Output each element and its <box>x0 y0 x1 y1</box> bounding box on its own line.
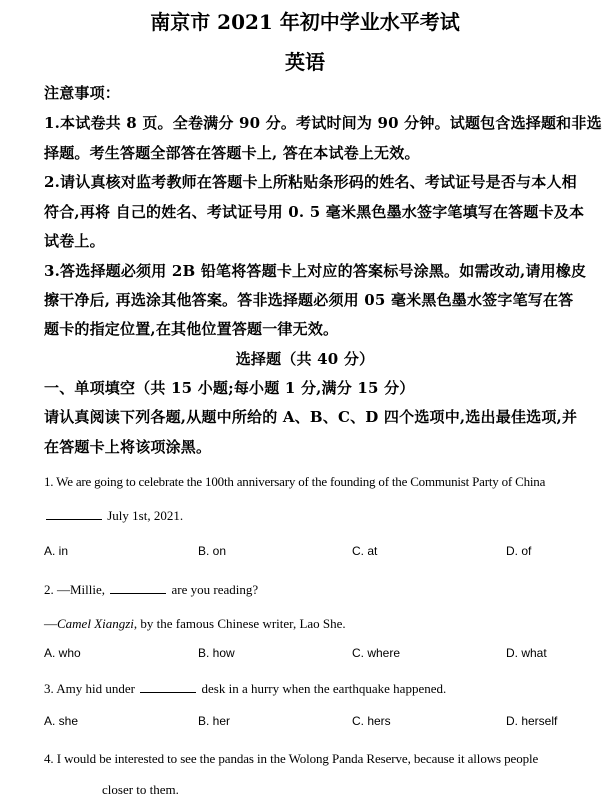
option-d: D. what <box>506 646 547 660</box>
section-title: 选择题（共 40 分） <box>235 350 375 368</box>
part-title: 一、单项填空（共 15 小题;每小题 1 分,满分 15 分） <box>44 379 415 397</box>
question-2-answer-rest: , by the famous Chinese writer, Lao She. <box>133 616 346 631</box>
notice-line: 3.答选择题必须用 2B 铅笔将答题卡上对应的答案标号涂黑。如需改动,请用橡皮 <box>44 262 587 280</box>
notice-heading: 注意事项： <box>44 84 121 102</box>
notice-line: 符合,再将 自己的姓名、考试证号用 0. 5 毫米黑色墨水签字笔填写在答题卡及本 <box>44 203 585 221</box>
option-c: C. hers <box>352 714 391 728</box>
question-3-prefix: 3. Amy hid under <box>44 681 139 696</box>
option-a: A. who <box>44 646 81 660</box>
notice-line: 2.请认真核对监考教师在答题卡上所粘贴条形码的姓名、考试证号是否与本人相 <box>44 173 577 191</box>
question-3-suffix: desk in a hurry when the earthquake happened. <box>198 681 447 696</box>
question-1-line2-text: July 1st, 2021. <box>104 508 184 523</box>
option-c: C. at <box>352 544 378 558</box>
notice-line: 擦干净后, 再选涂其他答案。答非选择题必须用 05 毫米黑色墨水签字笔写在答 <box>44 291 574 309</box>
option-b: B. on <box>198 544 227 558</box>
notice-line: 择题。考生答题全部答在答题卡上, 答在本试卷上无效。 <box>44 144 420 162</box>
question-2-answer-line <box>44 616 346 632</box>
option-c: C. where <box>352 646 401 660</box>
question-2-dash: — <box>44 616 57 631</box>
instruction-line: 在答题卡上将该项涂黑。 <box>44 438 212 456</box>
question-2-prefix: 2. —Millie, <box>44 582 109 597</box>
answer-blank <box>140 681 196 693</box>
exam-subject: 英语 <box>285 50 325 74</box>
question-4-line2: closer to them. <box>102 782 179 797</box>
option-d: D. of <box>506 544 532 558</box>
instruction-line: 请认真阅读下列各题,从题中所给的 A、B、C、D 四个选项中,选出最佳选项,并 <box>44 408 578 426</box>
book-title: Camel Xiangzi <box>57 616 134 631</box>
notice-line: 1.本试卷共 8 页。全卷满分 90 分。考试时间为 90 分钟。试题包含选择题和非选 <box>44 114 602 132</box>
exam-title: 南京市 2021 年初中学业水平考试 <box>150 10 460 34</box>
question-2-line1 <box>44 582 258 598</box>
option-d: D. herself <box>506 714 558 728</box>
answer-blank <box>46 508 102 520</box>
option-b: B. her <box>198 714 231 728</box>
notice-line: 题卡的指定位置,在其他位置答题一律无效。 <box>44 320 339 338</box>
question-4-line1: 4. I would be interested to see the pandas in the Wolong Panda Reserve, because it allows people <box>44 751 539 766</box>
question-1-line2 <box>44 508 183 524</box>
answer-blank <box>110 582 166 594</box>
question-2-suffix: are you reading? <box>168 582 259 597</box>
question-3-line1 <box>44 681 446 697</box>
option-a: A. she <box>44 714 79 728</box>
notice-line: 试卷上。 <box>44 232 105 250</box>
option-b: B. how <box>198 646 235 660</box>
question-1-line1: 1. We are going to celebrate the 100th anniversary of the founding of the Communist Party of China <box>44 474 546 489</box>
option-a: A. in <box>44 544 69 558</box>
